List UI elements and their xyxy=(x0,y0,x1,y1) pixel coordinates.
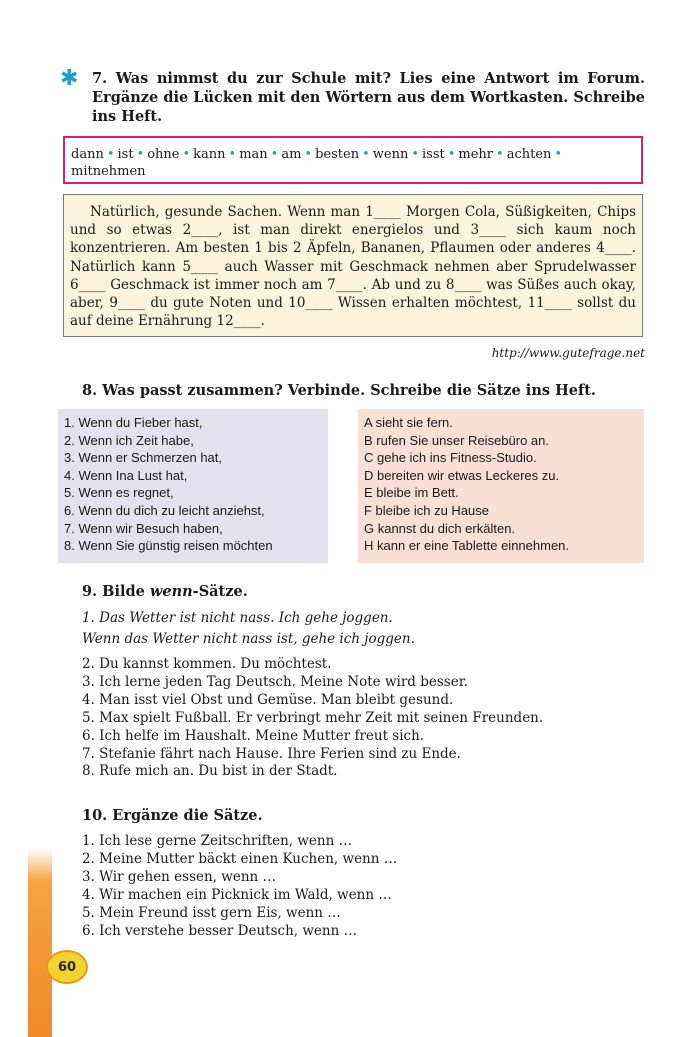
word: achten xyxy=(506,147,552,162)
exercise10-heading: 10. Ergänze die Sätze. xyxy=(82,807,263,824)
page-side-bar xyxy=(28,848,52,1037)
match-right-item: C gehe ich ins Fitness-Studio. xyxy=(364,450,537,466)
match-right-item: A sieht sie fern. xyxy=(364,415,453,430)
list-item: 3. Ich lerne jeden Tag Deutsch. Meine Note wird besser. xyxy=(82,673,468,690)
forum-text: Natürlich, gesunde Sachen. Wenn man 1____ Morgen Cola, Süßigkeiten, Chips und so etwas 2____, ist man direkt energielos und 3____ sich kaum noch konzentrieren. Am besten 1 bis 2 Äpfeln, Bananen, Pflaumen oder anderes 4____. Natürlich kann 5____ auch Wasser mit Geschmack nehmen aber Sprudelwasser 6____ Geschmack ist immer noch am 7____. Ab und zu 8____ was Süßes auch okay, aber, 9____ du gute Noten und 10____ Wissen erhalten möchtest, 11____ sollst du auf deine Ernährung 12____. xyxy=(70,204,636,330)
match-left-item: 4. Wenn Ina Lust hat, xyxy=(64,467,188,483)
source-link: http://www.gutefrage.net xyxy=(491,346,645,360)
list-item: 6. Ich helfe im Haushalt. Meine Mutter freut sich. xyxy=(82,727,425,744)
example-answer: Wenn das Wetter nicht nass ist, gehe ich joggen. xyxy=(82,631,415,647)
match-right-item: G kannst du dich erkälten. xyxy=(364,520,516,536)
star-icon: ✱ xyxy=(60,66,79,91)
list-item: 4. Man isst viel Obst und Gemüse. Man bleibt gesund. xyxy=(82,691,454,708)
match-left-item: 5. Wenn es regnet, xyxy=(64,485,174,501)
list-item: 6. Ich verstehe besser Deutsch, wenn … xyxy=(82,922,358,939)
bullet-icon: • xyxy=(496,147,504,162)
list-item: 3. Wir gehen essen, wenn … xyxy=(82,868,277,885)
word: wenn xyxy=(372,147,409,162)
match-left-item: 8. Wenn Sie günstig reisen möchten xyxy=(64,538,273,554)
match-right-column xyxy=(358,409,644,563)
exercise9-heading: 9. Bilde wenn-Sätze. xyxy=(82,583,248,600)
word-box xyxy=(63,136,643,184)
bullet-icon: • xyxy=(554,147,563,162)
bullet-icon: • xyxy=(411,147,419,162)
word: man xyxy=(239,147,268,162)
list-item: 2. Du kannst kommen. Du möchtest. xyxy=(82,656,332,672)
word: besten xyxy=(315,147,360,162)
bullet-icon: • xyxy=(270,147,279,162)
bullet-icon: • xyxy=(304,147,313,162)
match-right-item: E bleibe im Bett. xyxy=(364,485,459,501)
exercise10 xyxy=(82,806,397,940)
match-right-item: H kann er eine Tablette einnehmen. xyxy=(364,538,570,554)
list-item: 5. Mein Freund isst gern Eis, wenn … xyxy=(82,904,341,921)
word: kann xyxy=(193,147,226,162)
word: ist xyxy=(117,147,134,162)
exercise8-heading: 8. Was passt zusammen? Verbinde. Schreibe die Sätze ins Heft. xyxy=(82,382,596,399)
word: ohne xyxy=(147,147,180,162)
bullet-icon: • xyxy=(228,147,237,162)
example-task: 1. Das Wetter ist nicht nass. Ich gehe joggen. xyxy=(82,610,393,626)
word: am xyxy=(281,147,302,162)
match-right-item: F bleibe ich zu Hause xyxy=(364,502,490,518)
list-item: 7. Stefanie fährt nach Hause. Ihre Ferien sind zu Ende. xyxy=(82,745,461,762)
list-item: 2. Meine Mutter bäckt einen Kuchen, wenn … xyxy=(82,850,398,867)
bullet-icon: • xyxy=(182,147,191,162)
list-item: 1. Ich lese gerne Zeitschriften, wenn … xyxy=(82,833,353,849)
word: mitnehmen xyxy=(71,164,146,179)
word: mehr xyxy=(458,147,494,162)
bullet-icon: • xyxy=(136,147,145,162)
exercise9 xyxy=(82,582,543,781)
page-number: 60 xyxy=(46,950,88,984)
word: isst xyxy=(422,147,445,162)
match-left-column xyxy=(58,409,328,563)
match-left-item: 6. Wenn du dich zu leicht anziehst, xyxy=(64,502,265,518)
match-left-item: 2. Wenn ich Zeit habe, xyxy=(64,432,194,448)
forum-text-box xyxy=(63,194,643,337)
exercise7-heading: 7. Was nimmst du zur Schule mit? Lies eine Antwort im Forum. Ergänze die Lücken mit den Wörtern aus dem Wortkasten. Schreibe ins Heft. xyxy=(92,70,645,125)
list-item: 4. Wir machen ein Picknick im Wald, wenn … xyxy=(82,886,392,903)
bullet-icon: • xyxy=(447,147,456,162)
match-left-item: 1. Wenn du Fieber hast, xyxy=(64,415,203,430)
list-item: 5. Max spielt Fußball. Er verbringt mehr Zeit mit seinen Freunden. xyxy=(82,709,544,726)
match-right-item: D bereiten wir etwas Leckeres zu. xyxy=(364,467,560,483)
word: dann xyxy=(71,147,104,162)
match-left-item: 7. Wenn wir Besuch haben, xyxy=(64,520,223,536)
match-right-item: B rufen Sie unser Reisebüro an. xyxy=(364,432,549,448)
bullet-icon: • xyxy=(362,147,370,162)
list-item: 8. Rufe mich an. Du bist in der Stadt. xyxy=(82,763,338,780)
match-left-item: 3. Wenn er Schmerzen hat, xyxy=(64,450,223,466)
bullet-icon: • xyxy=(106,147,115,162)
